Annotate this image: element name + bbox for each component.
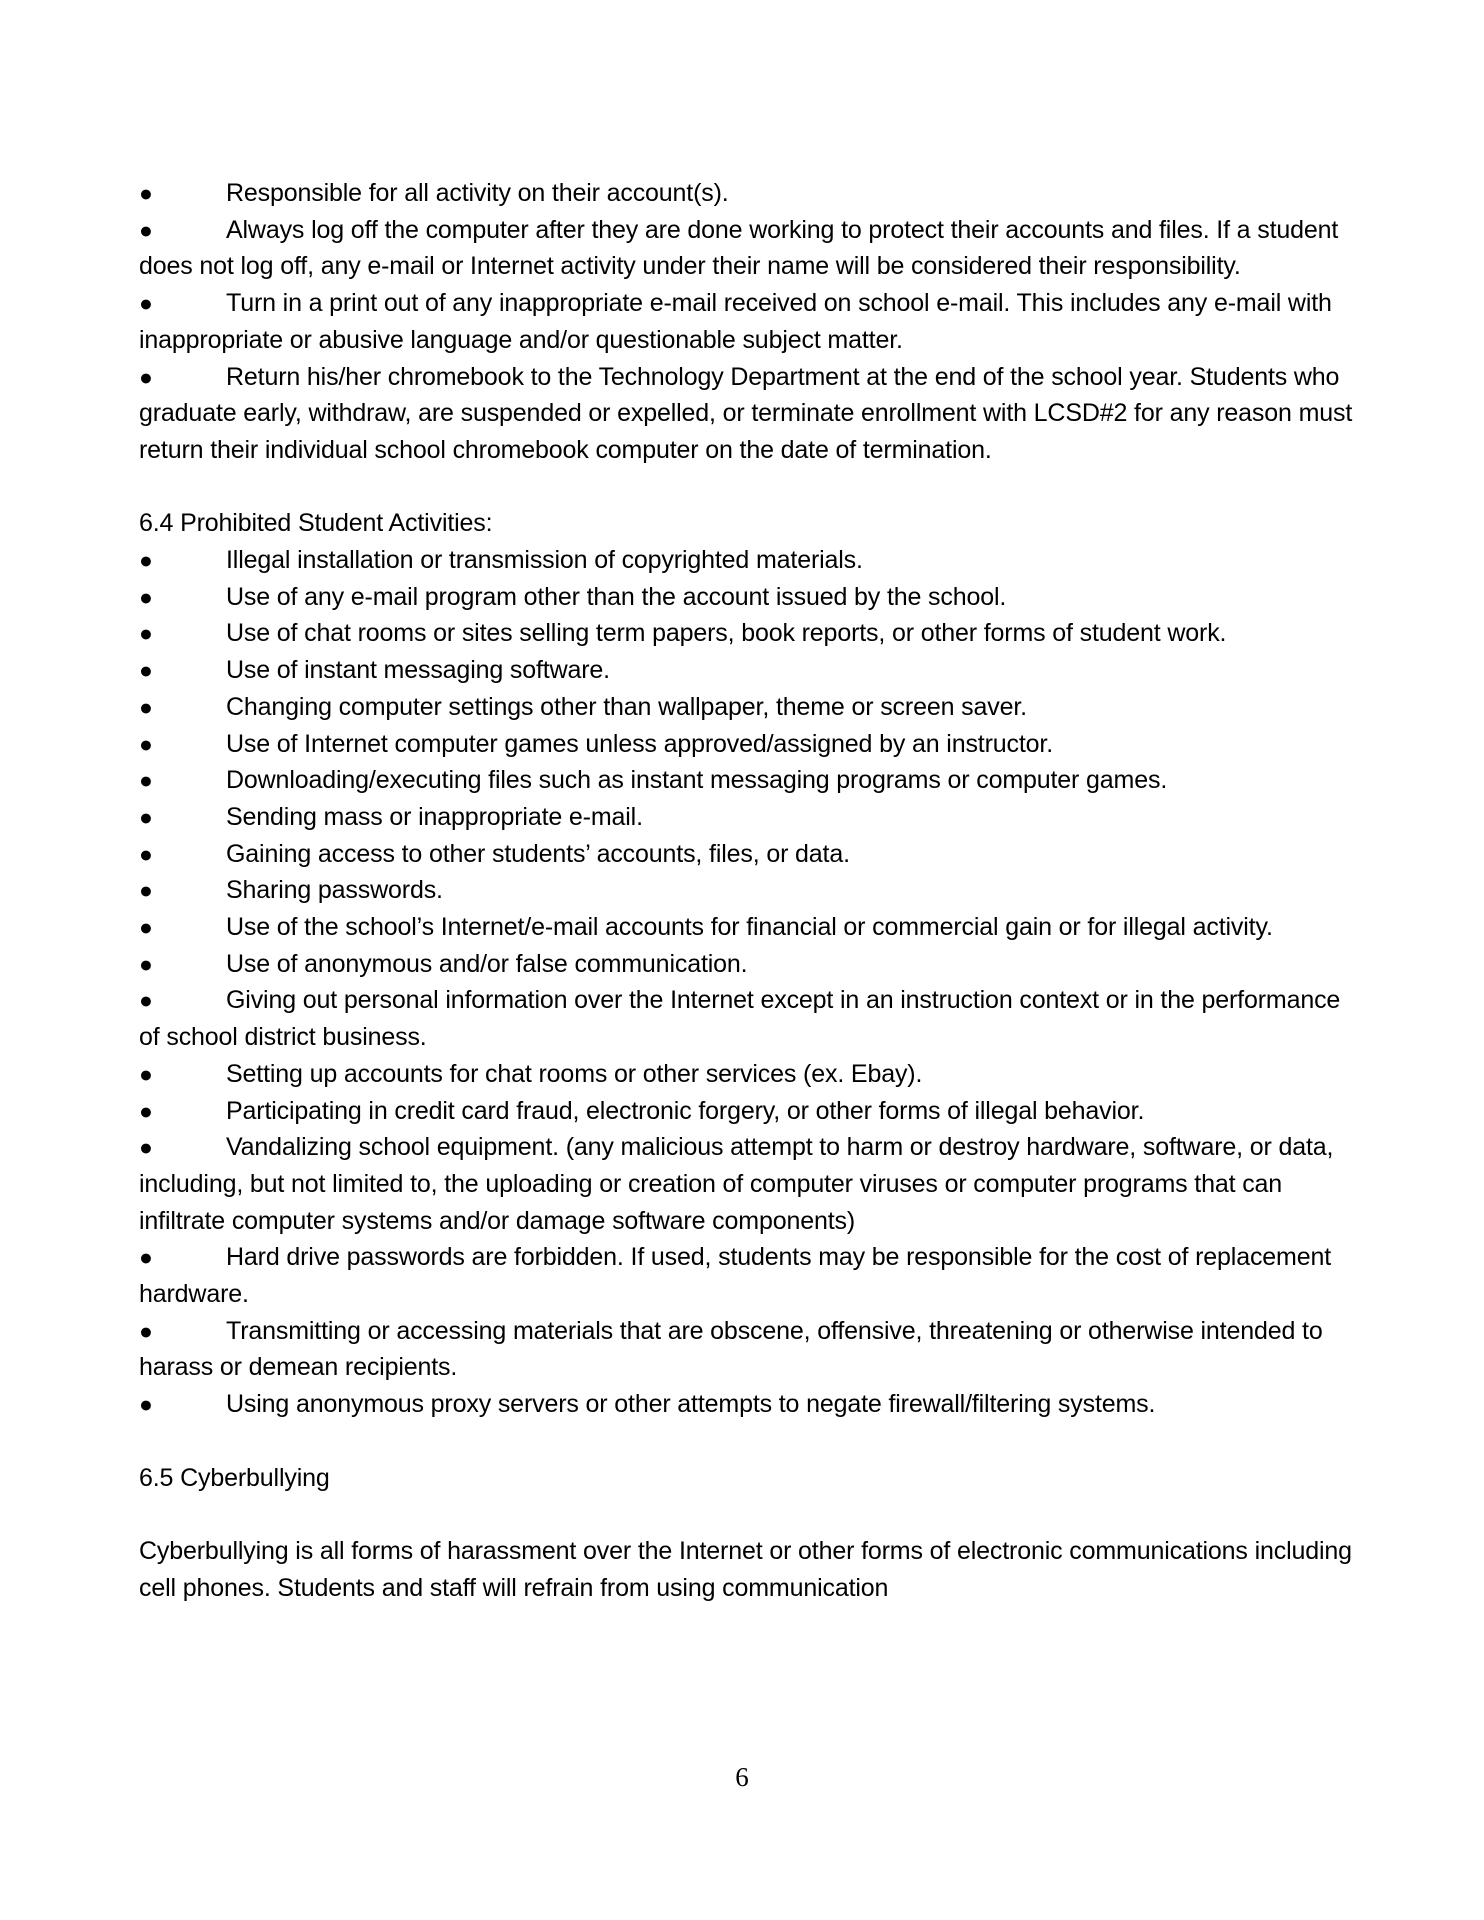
responsibilities-list <box>139 175 1364 469</box>
list-item: ● Downloading/executing files such as instant messaging programs or computer games. <box>139 762 1364 799</box>
bullet-icon: ● <box>139 877 153 904</box>
list-item: ● Always log off the computer after they are done working to protect their accounts and files. If a student does not log off, any e-mail or Internet activity under their name will be considered their responsibility. <box>139 212 1364 285</box>
list-item: ● Transmitting or accessing materials that are obscene, offensive, threatening or otherwise intended to harass or demean recipients. <box>139 1313 1364 1386</box>
bullet-icon: ● <box>139 767 153 794</box>
list-item: ● Sending mass or inappropriate e-mail. <box>139 799 1364 836</box>
bullet-icon: ● <box>139 547 153 574</box>
bullet-icon: ● <box>139 987 153 1014</box>
list-item: ● Vandalizing school equipment. (any malicious attempt to harm or destroy hardware, software, or data, including, but not limited to, the uploading or creation of computer viruses or computer programs that can infiltrate computer systems and/or damage software components) <box>139 1129 1364 1239</box>
bullet-icon: ● <box>139 730 153 757</box>
list-item: ● Giving out personal information over the Internet except in an instruction context or in the performance of school district business. <box>139 982 1364 1055</box>
list-item: ● Use of Internet computer games unless approved/assigned by an instructor. <box>139 726 1364 763</box>
bullet-icon: ● <box>139 620 153 647</box>
list-item: ● Hard drive passwords are forbidden. If used, students may be responsible for the cost of replacement hardware. <box>139 1239 1364 1312</box>
bullet-icon: ● <box>139 583 153 610</box>
bullet-icon: ● <box>139 840 153 867</box>
list-item: ● Changing computer settings other than wallpaper, theme or screen saver. <box>139 689 1364 726</box>
bullet-icon: ● <box>139 1097 153 1124</box>
section-heading-cyberbullying: 6.5 Cyberbullying <box>139 1463 330 1492</box>
bullet-icon: ● <box>139 180 153 206</box>
paragraph-spacer <box>139 1496 1364 1533</box>
bullet-icon: ● <box>139 950 153 977</box>
bullet-icon: ● <box>139 363 153 390</box>
list-item: ● Sharing passwords. <box>139 872 1364 909</box>
bullet-icon: ● <box>139 1134 153 1161</box>
list-item: ● Return his/her chromebook to the Technology Department at the end of the school year. Students who graduate early, withdraw, are suspended or expelled, or terminate enrollment with LCSD#2 for any reason must return their individual school chromebook computer on the date of termination. <box>139 359 1364 469</box>
list-item: ● Responsible for all activity on their account(s). <box>139 175 1364 212</box>
prohibited-activities-list <box>139 542 1364 1423</box>
page-number: 6 <box>735 1762 749 1792</box>
list-item: ● Gaining access to other students’ accounts, files, or data. <box>139 836 1364 873</box>
bullet-icon: ● <box>139 1317 153 1344</box>
list-item: ● Setting up accounts for chat rooms or other services (ex. Ebay). <box>139 1056 1364 1093</box>
list-item: ● Using anonymous proxy servers or other attempts to negate firewall/filtering systems. <box>139 1386 1364 1423</box>
list-item: ● Use of any e-mail program other than the account issued by the school. <box>139 579 1364 616</box>
list-item: ● Participating in credit card fraud, electronic forgery, or other forms of illegal behavior. <box>139 1093 1364 1130</box>
bullet-icon: ● <box>139 657 153 684</box>
bullet-icon: ● <box>139 803 153 830</box>
list-item: ● Use of anonymous and/or false communication. <box>139 946 1364 983</box>
bullet-icon: ● <box>139 914 153 941</box>
page-body <box>139 175 1364 1606</box>
bullet-icon: ● <box>139 216 153 243</box>
bullet-icon: ● <box>139 1244 153 1271</box>
list-item: ● Use of the school’s Internet/e-mail accounts for financial or commercial gain or for illegal activity. <box>139 909 1364 946</box>
bullet-icon: ● <box>139 1060 153 1087</box>
list-item: ● Use of chat rooms or sites selling term papers, book reports, or other forms of student work. <box>139 615 1364 652</box>
bullet-icon: ● <box>139 693 153 720</box>
list-item: ● Turn in a print out of any inappropriate e-mail received on school e-mail. This includes any e-mail with inappropriate or abusive language and/or questionable subject matter. <box>139 285 1364 358</box>
bullet-icon: ● <box>139 1391 153 1418</box>
list-item: ● Use of instant messaging software. <box>139 652 1364 689</box>
section-heading-prohibited-activities: 6.4 Prohibited Student Activities: <box>139 509 493 538</box>
cyberbullying-paragraph: Cyberbullying is all forms of harassment over the Internet or other forms of electronic communications including cell phones. Students and staff will refrain from using communication <box>139 1536 1352 1602</box>
list-item: ● Illegal installation or transmission of copyrighted materials. <box>139 542 1364 579</box>
bullet-icon: ● <box>139 290 153 317</box>
